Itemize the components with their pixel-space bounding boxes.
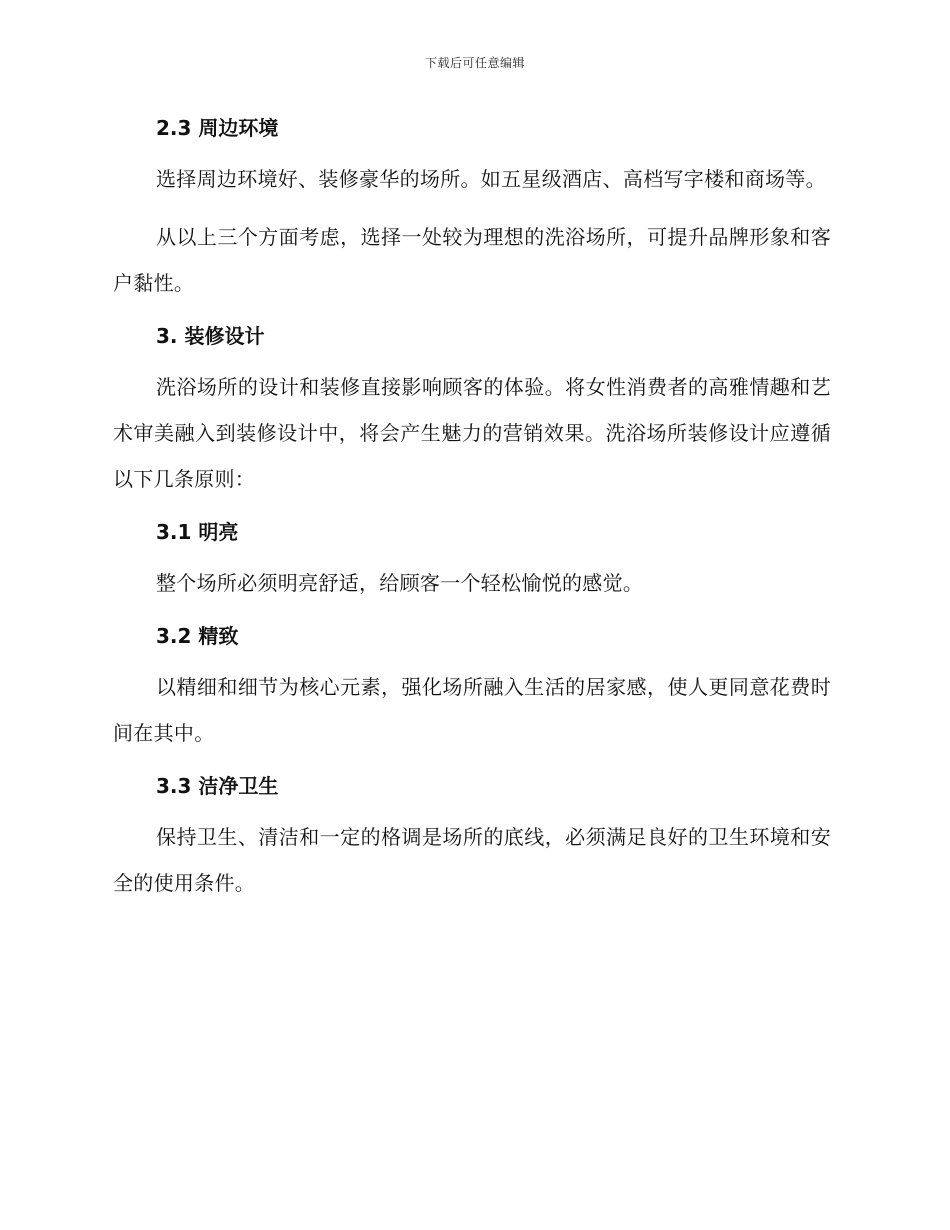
section-heading: 3.2 精致 — [156, 624, 239, 648]
section-heading: 2.3 周边环境 — [156, 116, 279, 140]
section-surrounding-environment — [113, 112, 831, 306]
section-exquisite — [113, 620, 831, 756]
section-decoration-design — [113, 320, 831, 502]
body-paragraph: 保持卫生、清洁和一定的格调是场所的底线，必须满足良好的卫生环境和安全的使用条件。 — [113, 825, 831, 895]
page-header: 下载后可任意编辑 — [424, 56, 525, 70]
section-heading: 3.3 洁净卫生 — [156, 774, 279, 798]
body-paragraph: 选择周边环境好、装修豪华的场所。如五星级酒店、高档写字楼和商场等。 — [156, 167, 826, 191]
section-heading: 3.1 明亮 — [156, 520, 239, 544]
body-paragraph: 整个场所必须明亮舒适，给顾客一个轻松愉悦的感觉。 — [156, 571, 644, 595]
section-heading: 3. 装修设计 — [156, 324, 265, 348]
section-clean-hygiene — [113, 770, 831, 906]
document-body — [113, 112, 831, 906]
body-paragraph: 洗浴场所的设计和装修直接影响顾客的体验。将女性消费者的高雅情趣和艺术审美融入到装修设计中，将会产生魅力的营销效果。洗浴场所装修设计应遵循以下几条原则： — [113, 375, 831, 491]
section-bright — [113, 516, 831, 606]
body-paragraph: 以精细和细节为核心元素，强化场所融入生活的居家感，使人更同意花费时间在其中。 — [113, 675, 831, 745]
body-paragraph: 从以上三个方面考虑，选择一处较为理想的洗浴场所，可提升品牌形象和客户黏性。 — [113, 225, 831, 295]
